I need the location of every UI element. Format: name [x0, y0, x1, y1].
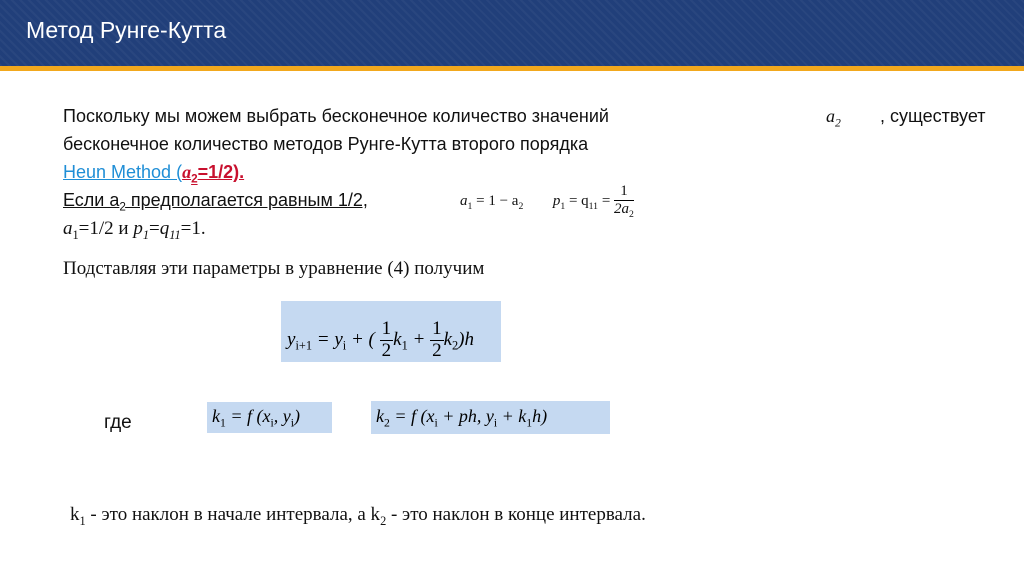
if-line: Если $a_2$ предполагается равным 1/2, — [63, 190, 368, 214]
var-a2: $a_2$ — [826, 106, 841, 130]
header-accent-line — [0, 66, 1024, 71]
where-label: где — [104, 412, 132, 433]
heun-method-link[interactable]: Heun Method $(a_2=1/2)$. — [63, 162, 245, 186]
formula-a1-p1: $a_1 = 1 - a_2$ $p_1 = q_{11}$ = $\frac{1}{2a_2}$ — [460, 183, 634, 220]
paragraph-line-2: бесконечное количество методов Рунге-Кутта второго порядка — [63, 134, 589, 154]
slope-explanation: $k_1$ - это наклон в начале интервала, а $k_2$ - это наклон в конце интервала. — [70, 504, 646, 528]
paragraph-line-1: Поскольку мы можем выбрать бесконечное количество значений — [63, 106, 609, 126]
substitute-text: Подставляя эти параметры в уравнение (4) получим — [63, 258, 485, 279]
k2-equation: $k_2 = f$ ($x_i$ + ph, $y_i + k_1h$) — [371, 401, 610, 434]
slide-title: Метод Рунге-Кутта — [26, 17, 227, 43]
paragraph-line-1-end: , существует — [880, 106, 986, 126]
k1-equation: $k_1 = f$ ($x_i$, $y_i$) — [207, 402, 332, 433]
params-line: $a_1=1/2$ и $p_1=q_{11}=1$. — [63, 218, 206, 242]
runge-kutta-equation: $y_{i+1} = y_i$ + ( $\frac{1}{2}$ $k_1$ + $\frac{1}{2}$ $k_2)h$ — [281, 301, 501, 362]
